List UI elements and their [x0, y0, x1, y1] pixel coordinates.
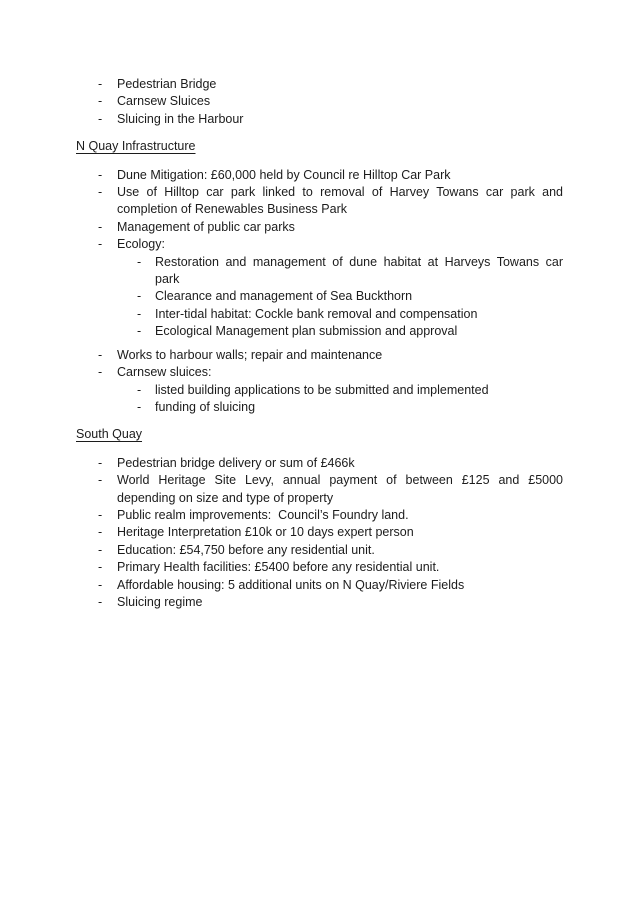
list-item-text: World Heritage Site Levy, annual payment of between £125 and £5000 depending on size and type of property [117, 473, 563, 505]
list-item-text: listed building applications to be submitted and implemented [155, 382, 489, 397]
bullet-dash: - [98, 542, 103, 557]
list-item [76, 382, 563, 399]
list-item-text: Works to harbour walls; repair and maintenance [117, 347, 383, 362]
bullet-dash: - [98, 111, 103, 126]
list-item-text: Sluicing in the Harbour [117, 111, 244, 126]
list-item [76, 254, 563, 289]
list-item-text: Use of Hilltop car park linked to removal of Harvey Towans car park and completion of Renewables Business Park [117, 185, 563, 217]
list-item-text: Carnsew sluices: [117, 365, 212, 380]
list-item [76, 594, 563, 611]
bullet-dash: - [98, 594, 103, 609]
bullet-dash: - [98, 507, 103, 522]
list-item [76, 577, 563, 594]
list-item [76, 167, 563, 184]
list-item-text: Restoration and management of dune habitat at Harveys Towans car park [155, 254, 563, 287]
bullet-dash: - [98, 219, 103, 234]
bullet-dash: - [98, 237, 103, 252]
list-item [76, 542, 563, 559]
bullet-dash: - [98, 365, 103, 380]
list-item [76, 76, 563, 93]
list-item [76, 507, 563, 524]
list-item [76, 559, 563, 576]
bullet-dash: - [98, 94, 103, 109]
bullet-dash: - [98, 577, 103, 592]
list-item-text: Sluicing regime [117, 594, 203, 609]
bullet-dash: - [137, 382, 142, 397]
list-item [76, 364, 563, 381]
section-heading-text: N Quay Infrastructure [76, 139, 196, 154]
list-item-text: Public realm improvements: Council’s Foundry land. [117, 507, 409, 522]
list-item [76, 524, 563, 541]
list-item [76, 219, 563, 236]
list-item [76, 347, 563, 364]
section-heading-n-quay-infrastructure [76, 138, 563, 155]
list-item-text: funding of sluicing [155, 399, 256, 414]
bullet-dash: - [98, 455, 103, 470]
bullet-dash: - [98, 560, 103, 575]
list-item [76, 472, 563, 507]
bullet-dash: - [98, 77, 103, 91]
bullet-dash: - [137, 254, 142, 269]
bullet-dash: - [98, 347, 103, 362]
list-item-text: Management of public car parks [117, 219, 295, 234]
bullet-dash: - [137, 289, 142, 304]
list-item-text: Dune Mitigation: £60,000 held by Council re Hilltop Car Park [117, 167, 451, 182]
list-item-text: Heritage Interpretation £10k or 10 days expert person [117, 525, 414, 540]
list-item [76, 184, 563, 219]
list-item [76, 93, 563, 110]
list-item [76, 306, 563, 323]
list-item-text: Ecological Management plan submission and approval [155, 324, 458, 339]
list-item-text: Pedestrian bridge delivery or sum of £466k [117, 455, 355, 470]
list-item-text: Inter-tidal habitat: Cockle bank removal and compensation [155, 306, 478, 321]
list-item-text: Affordable housing: 5 additional units on N Quay/Riviere Fields [117, 577, 465, 592]
bullet-dash: - [98, 167, 103, 182]
list-item [76, 236, 563, 253]
bullet-dash: - [98, 525, 103, 540]
list-item-text: Primary Health facilities: £5400 before any residential unit. [117, 560, 440, 575]
bullet-dash: - [137, 306, 142, 321]
list-item-text: Education: £54,750 before any residential unit. [117, 542, 375, 557]
section-heading-text: South Quay [76, 427, 143, 442]
list-item-text: Carnsew Sluices [117, 94, 211, 109]
list-item [76, 111, 563, 128]
list-item [76, 323, 563, 340]
list-item-text: Ecology: [117, 237, 165, 252]
list-item [76, 455, 563, 472]
list-item-text: Clearance and management of Sea Buckthorn [155, 289, 413, 304]
list-item [76, 399, 563, 416]
bullet-dash: - [98, 185, 103, 200]
bullet-dash: - [137, 399, 142, 414]
bullet-dash: - [98, 473, 103, 488]
list-item-text: Pedestrian Bridge [117, 77, 217, 91]
list-item [76, 288, 563, 305]
section-heading-south-quay [76, 426, 563, 443]
bullet-dash: - [137, 324, 142, 339]
